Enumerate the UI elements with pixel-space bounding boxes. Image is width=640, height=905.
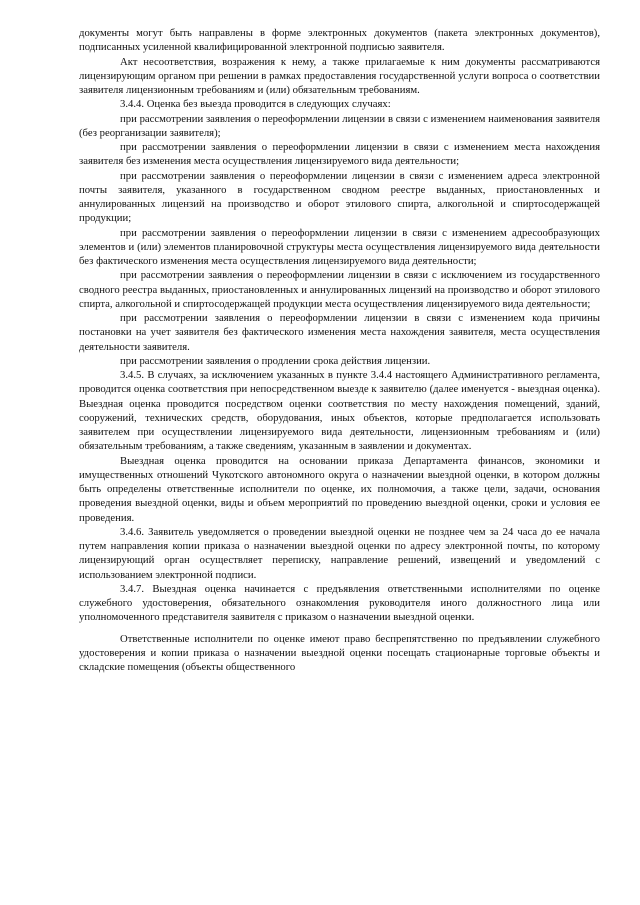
paragraph-nonconformity-act: Акт несоответствия, возражения к нему, а также прилагаемые к ним документы рассматриваются лицензирующим органом при решении в рамках предоставления государственной услуги вопроса о соответствии заявителя лицензионным требованиям и (или) обязательным требованиям. bbox=[79, 55, 600, 96]
list-item-location-change: при рассмотрении заявления о переоформлении лицензии в связи с изменением места нахождения заявителя без изменения места осуществления лицензируемого вида деятельности; bbox=[79, 141, 600, 168]
paragraph-clause-3-4-6: 3.4.6. Заявитель уведомляется о проведении выездной оценки не позднее чем за 24 часа до ее начала путем направления копии приказа о назначении выездной оценки по адресу электронной почты, по которому лицензирующий орган осуществляет переписку, направление решений, извещений и уведомлений с использованием электронной подписи. bbox=[79, 525, 600, 581]
paragraph-inspector-rights: Ответственные исполнители по оценке имеют право беспрепятственно по предъявлении служебного удостоверения и копии приказа о назначении выездной оценки посещать стационарные торговые объекты и складские помещения (объекты общественного bbox=[79, 632, 600, 673]
list-item-address-elements-change: при рассмотрении заявления о переоформлении лицензии в связи с изменением адресообразующих элементов и (или) элементов планировочной структуры места осуществления лицензируемого вида деятельности без фактического изменения места осуществления лицензируемого вида деятельности; bbox=[79, 226, 600, 267]
paragraph-clause-3-4-4: 3.4.4. Оценка без выезда проводится в следующих случаях: bbox=[120, 98, 391, 111]
list-item-email-change: при рассмотрении заявления о переоформлении лицензии в связи с изменением адреса электронной почты заявителя, указанного в государственном сводном реестре выданных, приостановленных и аннулированных лицензий на производство и оборот этилового спирта, алкогольной и спиртосодержащей продукции; bbox=[79, 169, 600, 225]
paragraph-field-assessment-order: Выездная оценка проводится на основании приказа Департамента финансов, экономики и имущественных отношений Чукотского автономного округа о назначении выездной оценки, в котором должны быть определены ответственные исполнители по оценке, их полномочия, а также цели, задачи, основания проведения выездной оценки, виды и объем мероприятий по проведению выездной оценки, сроки и условия ее проведения. bbox=[79, 454, 600, 524]
list-item-name-change: при рассмотрении заявления о переоформлении лицензии в связи с изменением наименования заявителя (без реорганизации заявителя); bbox=[79, 112, 600, 139]
paragraph-clause-3-4-5: 3.4.5. В случаях, за исключением указанных в пункте 3.4.4 настоящего Административного регламента, проводится оценка соответствия при непосредственном выезде к заявителю (далее именуется - выездная оценка). Выездная оценка проводится посредством оценки соответствия по месту нахождения помещений, зданий, сооружений, технических средств, оборудования, иных объектов, которые предполагается использовать заявителем при осуществлении лицензируемого вида деятельности, лицензионным требованиям и (или) обязательным требованиям, а также сведениям, указанным в заявлении и документах. bbox=[79, 369, 600, 453]
list-item-registry-exclusion: при рассмотрении заявления о переоформлении лицензии в связи с исключением из государственного сводного реестра выданных, приостановленных и аннулированных лицензий на производство и оборот этилового спирта, алкогольной и спиртосодержащей продукции места осуществления лицензируемого вида деятельности; bbox=[79, 269, 600, 310]
paragraph-continuation: документы могут быть направлены в форме электронных документов (пакета электронных документов), подписанных усиленной квалифицированной электронной подписью заявителя. bbox=[79, 27, 600, 54]
list-item-license-extension: при рассмотрении заявления о продлении срока действия лицензии. bbox=[120, 354, 431, 367]
list-item-kpp-change: при рассмотрении заявления о переоформлении лицензии в связи с изменением кода причины постановки на учет заявителя без фактического изменения места нахождения заявителя, места осуществления деятельности заявителя. bbox=[79, 312, 600, 353]
paragraph-clause-3-4-7: 3.4.7. Выездная оценка начинается с предъявления ответственными исполнителями по оценке служебного удостоверения, обязательного ознакомления руководителя иного должностного лица или уполномоченного представителя заявителя с приказом о назначении выездной оценки. bbox=[79, 582, 600, 624]
